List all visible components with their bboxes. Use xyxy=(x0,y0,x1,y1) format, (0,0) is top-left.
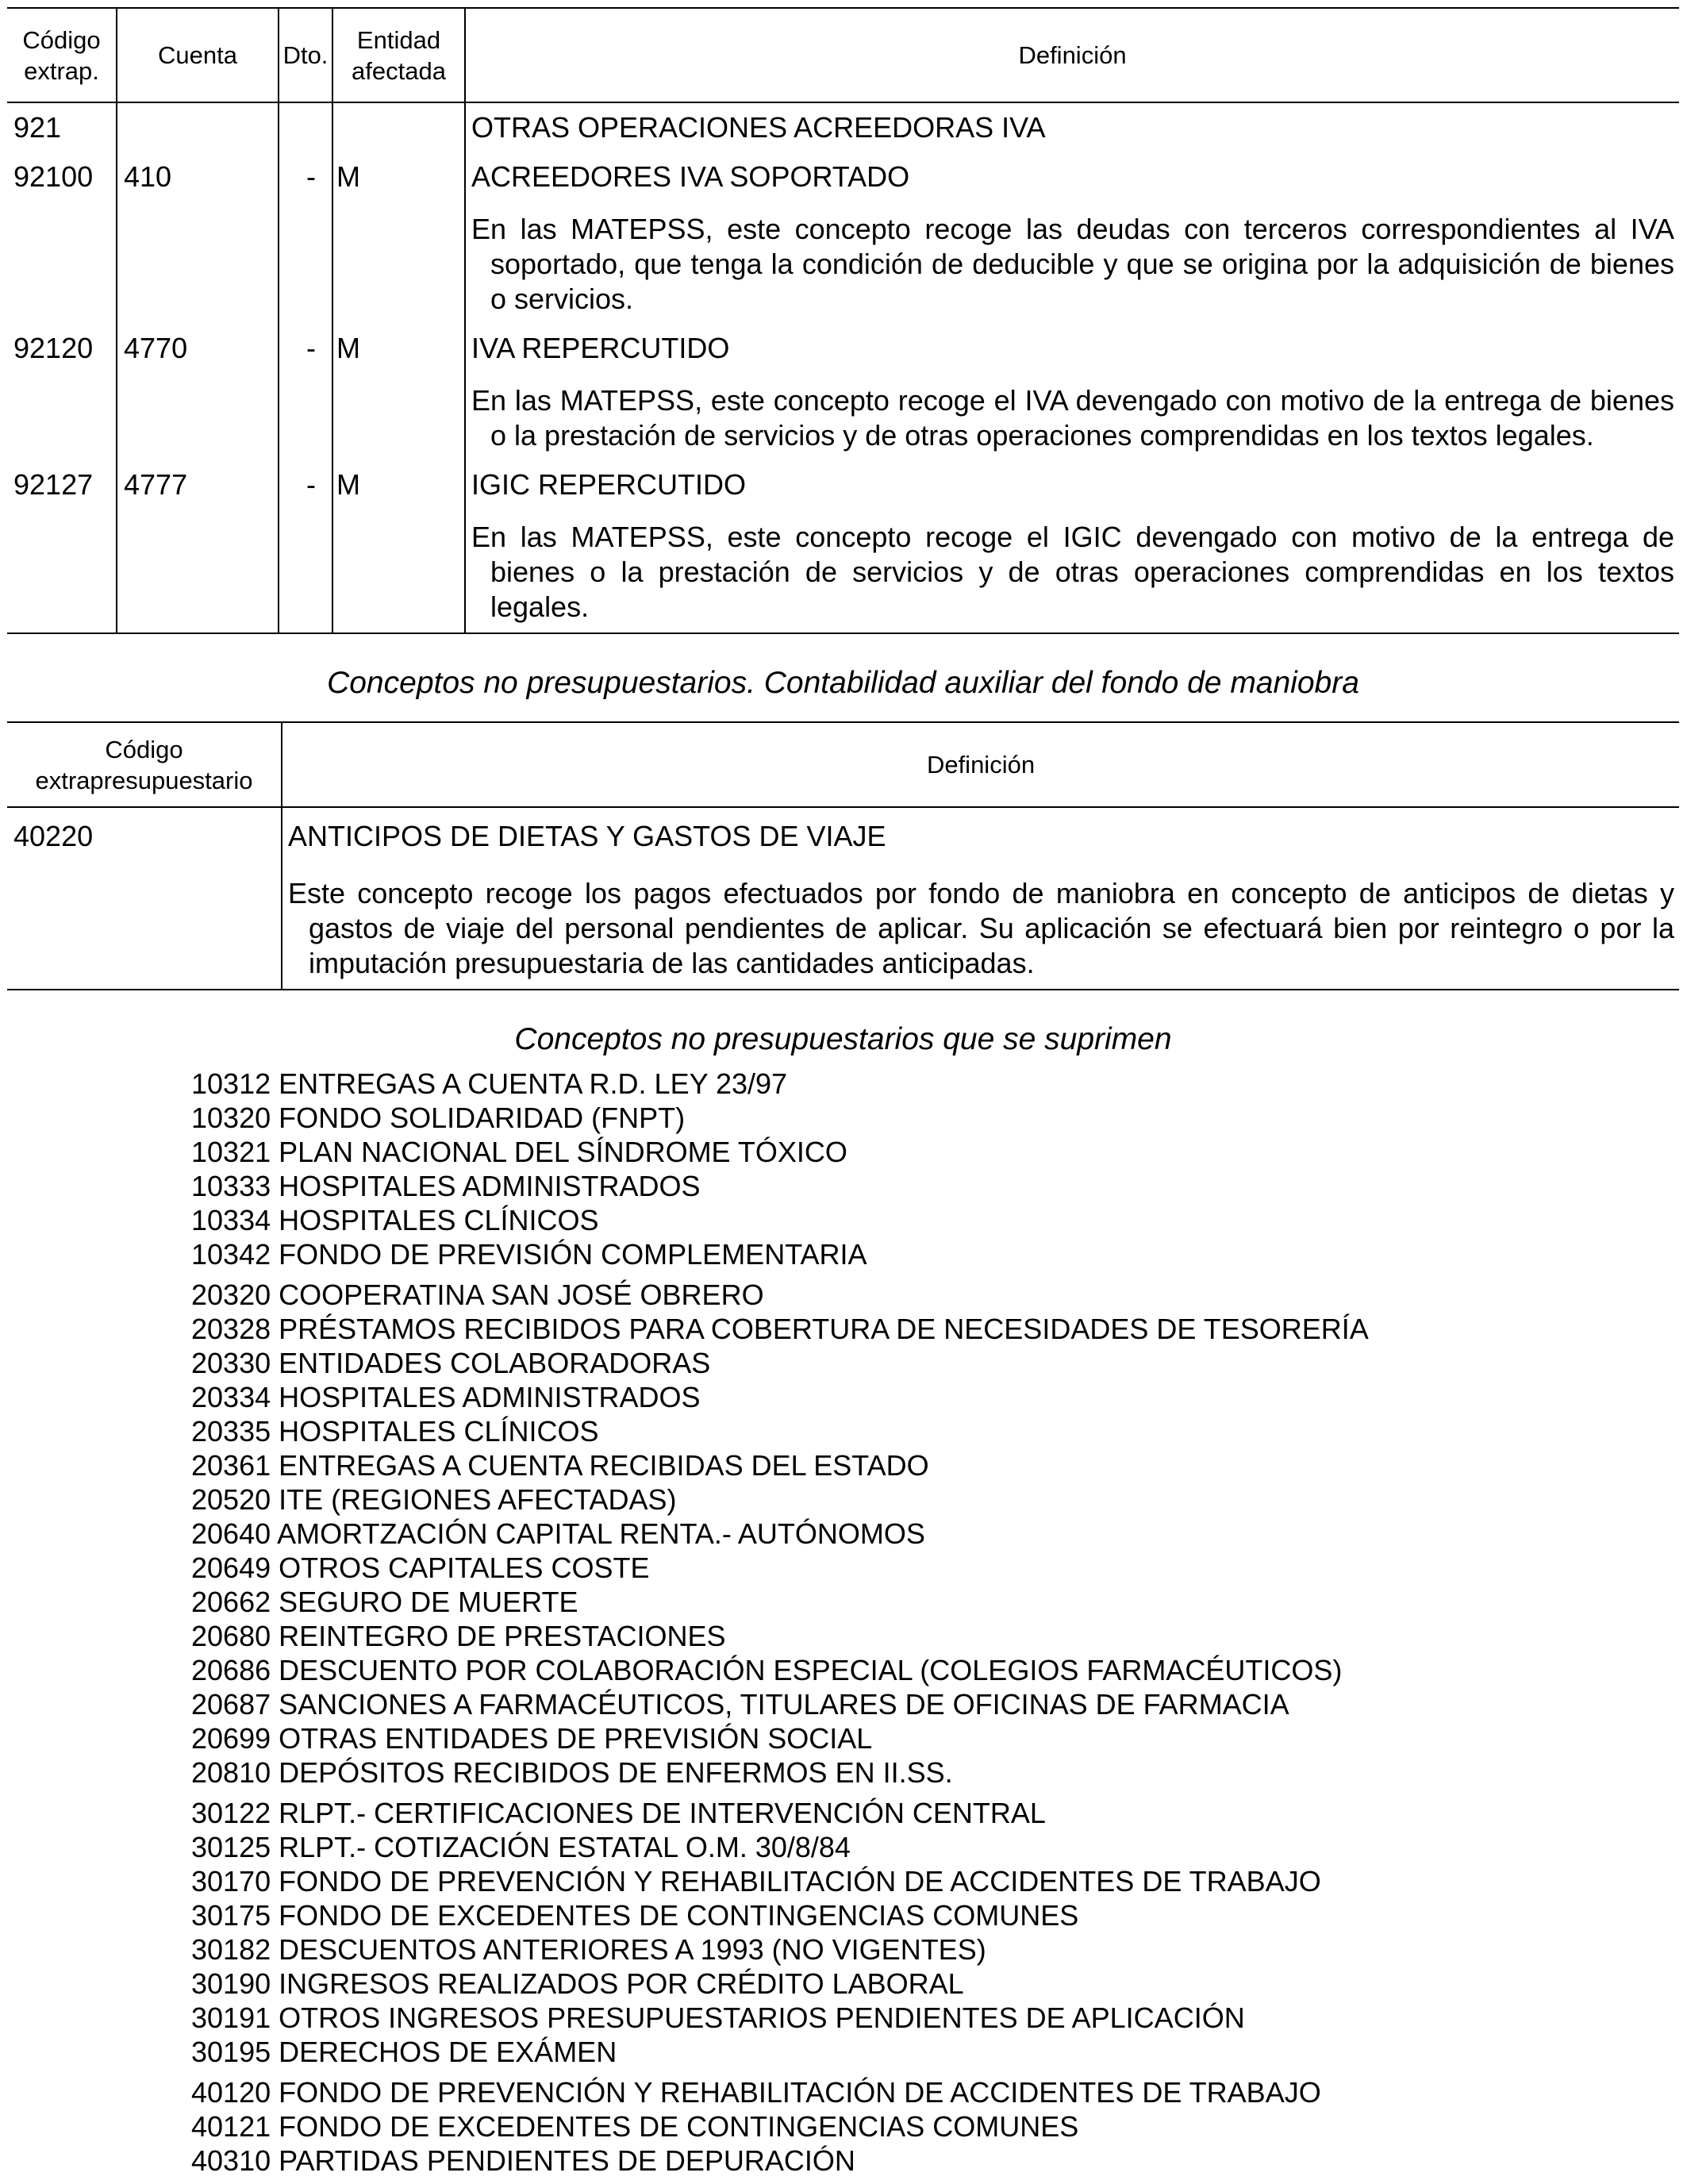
list-item: 20687 SANCIONES A FARMACÉUTICOS, TITULARES DE OFICINAS DE FARMACIA xyxy=(191,1688,1289,1721)
dto-cell: - xyxy=(279,145,332,317)
section-title-suprimidos: Conceptos no presupuestarios que se suprimen xyxy=(514,1022,1172,1056)
codigo-cell: 40220 xyxy=(13,820,94,852)
codigo-cell: 92100 xyxy=(13,160,94,193)
codigo-cell: 92127 xyxy=(13,468,94,501)
fondo-maniobra-table xyxy=(7,721,1679,990)
definicion-cell xyxy=(465,102,1679,145)
document-page xyxy=(7,7,1679,2184)
header-cuenta: Cuenta xyxy=(117,8,279,102)
table-row xyxy=(7,453,1679,633)
suppressed-concepts-list xyxy=(191,1067,1679,2178)
list-item: 30122 RLPT.- CERTIFICACIONES DE INTERVENCIÓN CENTRAL xyxy=(191,1797,1046,1829)
concept-description: En las MATEPSS, este concepto recoge el IVA devengado con motivo de la entrega de bienes o la prestación de servicios y de otras operaciones comprendidas en los textos legales. xyxy=(471,384,1674,452)
list-item: 20699 OTRAS ENTIDADES DE PREVISIÓN SOCIAL xyxy=(191,1722,873,1755)
table-row xyxy=(7,102,1679,145)
concept-title: ACREEDORES IVA SOPORTADO xyxy=(471,160,910,193)
list-item: 20335 HOSPITALES CLÍNICOS xyxy=(191,1415,599,1448)
list-item: 30175 FONDO DE EXCEDENTES DE CONTINGENCIAS COMUNES xyxy=(191,1899,1079,1932)
suppressed-group xyxy=(191,2075,1679,2178)
dto-cell: - xyxy=(279,453,332,633)
definicion-cell xyxy=(465,453,1679,633)
codigo-cell: 921 xyxy=(13,111,62,144)
table-header-row xyxy=(7,722,1679,807)
header-codigo: Código extrap. xyxy=(7,8,117,102)
concepts-table xyxy=(7,7,1679,634)
entidad-cell: M xyxy=(332,453,465,633)
list-item: 20686 DESCUENTO POR COLABORACIÓN ESPECIAL (COLEGIOS FARMACÉUTICOS) xyxy=(191,1654,1343,1686)
concept-description: En las MATEPSS, este concepto recoge las deudas con terceros correspondientes al IVA soportado, que tenga la condición de deducible y que se origina por la adquisición de bienes o servicios. xyxy=(471,213,1674,315)
list-item: 30125 RLPT.- COTIZACIÓN ESTATAL O.M. 30/8/84 xyxy=(191,1831,851,1863)
list-item: 30195 DERECHOS DE EXÁMEN xyxy=(191,2036,617,2068)
header-codigo-extrapresupuestario: Código extrapresupuestario xyxy=(7,722,282,807)
table-header-row xyxy=(7,8,1679,102)
list-item: 30182 DESCUENTOS ANTERIORES A 1993 (NO VIGENTES) xyxy=(191,1933,986,1966)
list-item: 20334 HOSPITALES ADMINISTRADOS xyxy=(191,1381,701,1413)
list-item: 30191 OTROS INGRESOS PRESUPUESTARIOS PENDIENTES DE APLICACIÓN xyxy=(191,2001,1245,2034)
list-item: 40310 PARTIDAS PENDIENTES DE DEPURACIÓN xyxy=(191,2144,855,2177)
definicion-cell xyxy=(465,145,1679,317)
list-item: 10333 HOSPITALES ADMINISTRADOS xyxy=(191,1170,701,1202)
list-item: 30170 FONDO DE PREVENCIÓN Y REHABILITACIÓN DE ACCIDENTES DE TRABAJO xyxy=(191,1865,1321,1898)
list-item: 20649 OTROS CAPITALES COSTE xyxy=(191,1551,650,1584)
definicion-cell xyxy=(282,807,1679,990)
table-row xyxy=(7,317,1679,453)
cuenta-cell: 410 xyxy=(117,145,279,317)
concept-title: IGIC REPERCUTIDO xyxy=(471,468,747,501)
concept-title: OTRAS OPERACIONES ACREEDORAS IVA xyxy=(471,111,1046,144)
header-entidad: Entidad afectada xyxy=(332,8,465,102)
header-definicion: Definición xyxy=(282,722,1679,807)
table-row xyxy=(7,145,1679,317)
entidad-cell: M xyxy=(332,317,465,453)
list-item: 40121 FONDO DE EXCEDENTES DE CONTINGENCIAS COMUNES xyxy=(191,2110,1079,2143)
cuenta-cell xyxy=(117,102,279,145)
concept-title: IVA REPERCUTIDO xyxy=(471,332,730,364)
list-item: 20330 ENTIDADES COLABORADORAS xyxy=(191,1347,711,1379)
list-item: 20662 SEGURO DE MUERTE xyxy=(191,1586,578,1618)
list-item: 20328 PRÉSTAMOS RECIBIDOS PARA COBERTURA DE NECESIDADES DE TESORERÍA xyxy=(191,1313,1369,1345)
list-item: 20810 DEPÓSITOS RECIBIDOS DE ENFERMOS EN II.SS. xyxy=(191,1756,953,1789)
concept-description: En las MATEPSS, este concepto recoge el IGIC devengado con motivo de la entrega de bienes o la prestación de servicios y de otras operaciones comprendidas en los textos legales. xyxy=(471,521,1674,623)
header-dto: Dto. xyxy=(279,8,332,102)
list-item: 40120 FONDO DE PREVENCIÓN Y REHABILITACIÓN DE ACCIDENTES DE TRABAJO xyxy=(191,2076,1321,2109)
section-title-fondo-maniobra: Conceptos no presupuestarios. Contabilidad auxiliar del fondo de maniobra xyxy=(327,666,1359,700)
list-item: 10312 ENTREGAS A CUENTA R.D. LEY 23/97 xyxy=(191,1067,788,1100)
list-item: 10320 FONDO SOLIDARIDAD (FNPT) xyxy=(191,1102,686,1134)
suppressed-group xyxy=(191,1796,1679,2069)
header-definicion: Definición xyxy=(465,8,1679,102)
cuenta-cell: 4770 xyxy=(117,317,279,453)
list-item: 10321 PLAN NACIONAL DEL SÍNDROME TÓXICO xyxy=(191,1136,847,1168)
concept-description: Este concepto recoge los pagos efectuados por fondo de maniobra en concepto de anticipos de dietas y gastos de viaje del personal pendientes de aplicar. Su aplicación se efectuará bien por reintegro o por la imputación presupuestaria de las cantidades anticipadas. xyxy=(288,877,1674,979)
cuenta-cell: 4777 xyxy=(117,453,279,633)
suppressed-group xyxy=(191,1067,1679,1271)
list-item: 20640 AMORTZACIÓN CAPITAL RENTA.- AUTÓNOMOS xyxy=(191,1517,925,1550)
list-item: 10334 HOSPITALES CLÍNICOS xyxy=(191,1204,599,1236)
entidad-cell: M xyxy=(332,145,465,317)
definicion-cell xyxy=(465,317,1679,453)
suppressed-group xyxy=(191,1278,1679,1790)
list-item: 10342 FONDO DE PREVISIÓN COMPLEMENTARIA xyxy=(191,1238,867,1271)
list-item: 20361 ENTREGAS A CUENTA RECIBIDAS DEL ESTADO xyxy=(191,1449,929,1482)
list-item: 20320 COOPERATINA SAN JOSÉ OBRERO xyxy=(191,1278,764,1311)
dto-cell: - xyxy=(279,317,332,453)
list-item: 30190 INGRESOS REALIZADOS POR CRÉDITO LABORAL xyxy=(191,1967,964,2000)
dto-cell xyxy=(279,102,332,145)
codigo-cell: 92120 xyxy=(13,332,94,364)
entidad-cell xyxy=(332,102,465,145)
concept-title: ANTICIPOS DE DIETAS Y GASTOS DE VIAJE xyxy=(288,820,886,852)
table-row xyxy=(7,807,1679,990)
list-item: 20520 ITE (REGIONES AFECTADAS) xyxy=(191,1483,677,1516)
list-item: 20680 REINTEGRO DE PRESTACIONES xyxy=(191,1620,726,1652)
